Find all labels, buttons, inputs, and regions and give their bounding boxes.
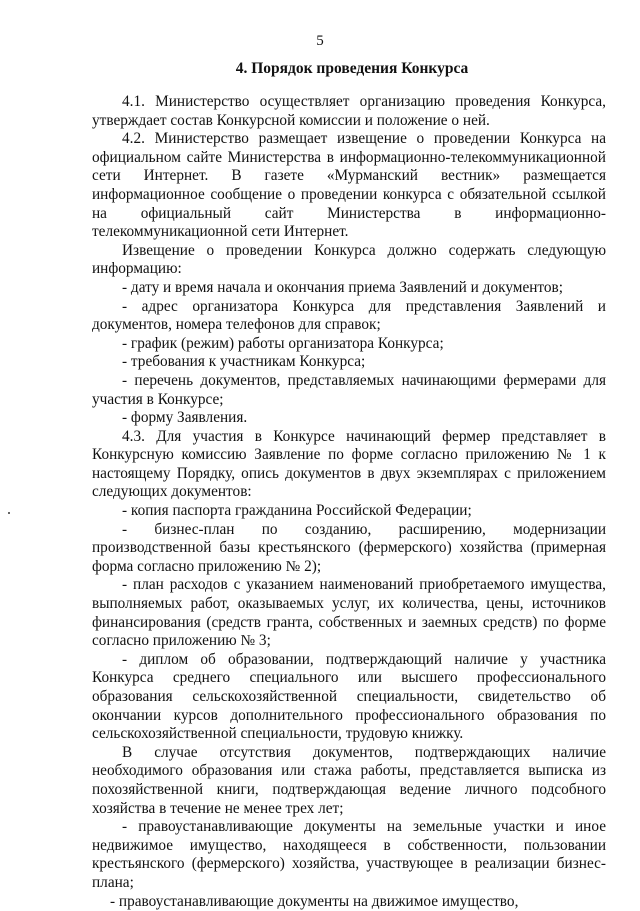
list-item-dates: - дату и время начала и окончания приема Заявлений и документов; [122,278,564,296]
list-item-diploma: - диплом об образовании, подтверждающий наличие у участника Конкурса среднего специального или высшего профессионального образования сельскохозяйственной специальности, свидетельство об окончании курсов дополнительного профессионального образования по сельскохозяйственной специальности, трудовую книжку. [92,650,606,743]
paragraph-4-3: 4.3. Для участия в Конкурсе начинающий фермер представляет в Конкурсную комиссию Заявление по форме согласно приложению № 1 к настоящему Порядку, опись документов в двух экземплярах с приложением следующих документов: [92,427,606,501]
list-item-schedule: - график (режим) работы организатора Конкурса; [122,334,444,352]
paragraph-4-2: 4.2. Министерство размещает извещение о проведении Конкурса на официальном сайте Министерства в информационно-телекоммуникационной сети Интернет. В газете «Мурманский вестник» размещается информационное сообщение о проведении конкурса с обязательной ссылкой на официальный сайт Министерства в информационно-телекоммуникационной сети Интернет. [92,130,606,241]
list-item-documents: - перечень документов, представляемых начинающими фермерами для участия в Конкурсе; [92,371,606,408]
document-body [92,93,606,911]
list-item-movable-property: - правоустанавливающие документы на движимое имущество, [110,892,519,910]
list-item-expense-plan: - план расходов с указанием наименований приобретаемого имущества, выполняемых работ, оказываемых услуг, их количества, цены, источников финансирования (средств гранта, собственных и заемных средств) по форме согласно приложению № 3; [92,576,606,650]
list-item-form: - форму Заявления. [122,409,248,427]
paragraph-notice-intro: Извещение о проведении Конкурса должно содержать следующую информацию: [92,241,606,278]
list-item-requirements: - требования к участникам Конкурса; [122,353,366,371]
page-number: 5 [316,33,324,49]
paragraph-4-1: 4.1. Министерство осуществляет организацию проведения Конкурса, утверждает состав Конкурсной комиссии и положение о ней. [92,93,606,129]
scan-speck [8,512,10,514]
section-heading: 4. Порядок проведения Конкурса [235,60,469,77]
list-item-business-plan: - бизнес-план по созданию, расширению, модернизации производственной базы крестьянского (фермерского) хозяйства (примерная форма согласно приложению № 2); [92,520,606,575]
list-item-address: - адрес организатора Конкурса для представления Заявлений и документов, номера телефонов для справок; [92,297,606,334]
list-item-land-documents: - правоустанавливающие документы на земельные участки и иное недвижимое имущество, находящееся в собственности, пользовании крестьянского (фермерского) хозяйства, участвующее в реализации бизнес-плана; [92,818,606,891]
list-item-passport: - копия паспорта гражданина Российской Федерации; [122,502,472,520]
paragraph-no-documents: В случае отсутствия документов, подтверждающих наличие необходимого образования или стажа работы, представляется выписка из похозяйственной книги, подтверждающая ведение личного подсобного хозяйства в течение не менее трех лет; [92,743,606,817]
